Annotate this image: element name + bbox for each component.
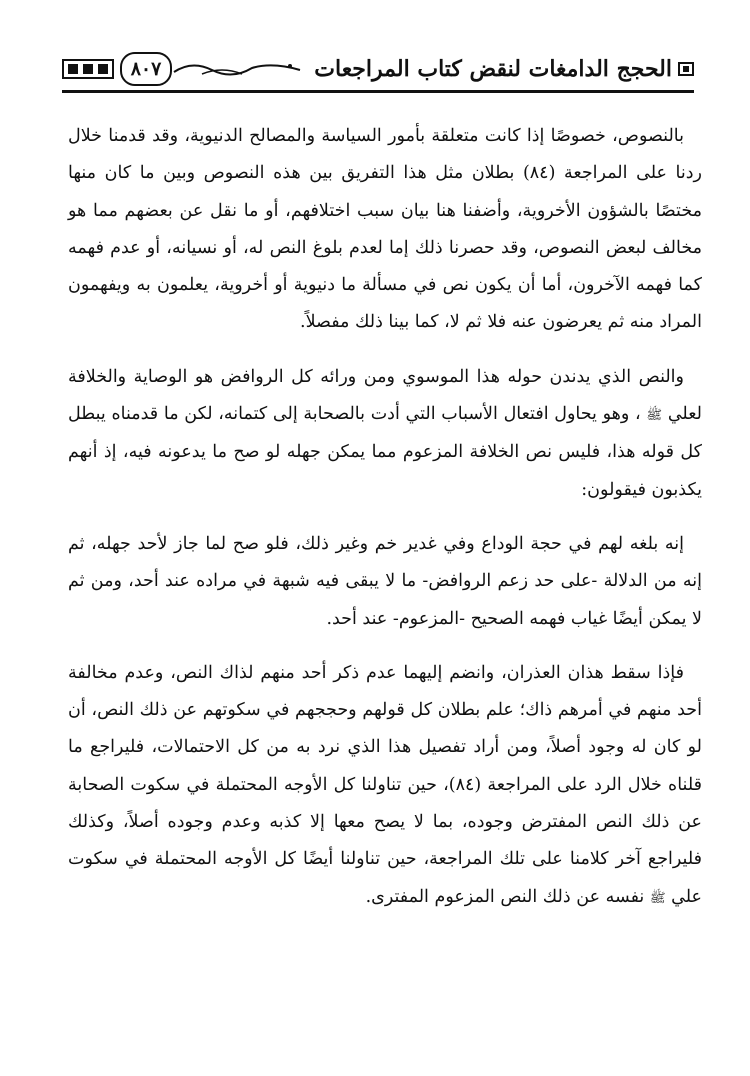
paragraph: إنه بلغه لهم في حجة الوداع وفي غدير خم وغير ذلك، فلو صح لما جاز لأحد جهله، ثم إنه من الدلالة -على حد زعم الروافض- ما لا يبقى فيه شبهة في مراده عند أحد، ومن ثم لا يمكن أيضًا غياب فهمه الصحيح -المزعوم- عند أحد.	[68, 533, 702, 629]
honorific-symbol: ﷺ	[649, 890, 666, 906]
flourish-ornament-icon	[172, 56, 302, 80]
page-title: الحجج الدامغات لنقض كتاب المراجعات	[314, 56, 672, 82]
paragraph: بالنصوص، خصوصًا إذا كانت متعلقة بأمور السياسة والمصالح الدنيوية، وقد قدمنا خلال ردنا على المراجعة (٨٤) بطلان مثل هذا التفريق بين هذه النصوص وبين ما كان منها مختصًا بالشؤون الأخروية، وأضفنا هنا بيان سبب اختلافهم، أو ما نقل عن بعضهم مما هو مخالف لبعض النصوص، وقد حصرنا ذلك إما لعدم بلوغ النص له، أو نسيانه، أو عدم فهمه كما فهمه الآخرون، أما أن يكون نص في مسألة ما دنيوية أو أخروية، يعلمون به ويفهمون المراد منه ثم يعرضون عنه فلا ثم لا، كما بينا ذلك مفصلاً.	[68, 126, 703, 333]
paragraph-text: علي	[671, 886, 702, 907]
paragraph	[68, 655, 702, 917]
main-text	[68, 118, 702, 934]
paragraph-text: والنص الذي يدندن حوله هذا الموسوي ومن ورائه كل الروافض هو الوصاية والخلافة لعلي	[68, 366, 702, 425]
paragraph-text: ، وهو يحاول افتعال الأسباب التي أدت بالصحابة إلى كتمانه، لكن ما قدمناه يبطل كل قوله هذا، فليس نص الخلافة المزعوم مما يمكن جهله لو صح ما يدعونه فيه، إذ أنهم يكذبون فيقولون:	[68, 404, 702, 500]
honorific-symbol: ﷺ	[646, 408, 663, 424]
header-divider	[62, 90, 694, 93]
ornament-icon	[62, 58, 114, 80]
page-number: ٨٠٧	[120, 52, 172, 86]
ornament-icon	[678, 62, 694, 76]
paragraph-text: فإذا سقط هذان العذران، وانضم إليهما عدم ذكر أحد منهم لذاك النص، وعدم مخالفة أحد منهم في أمرهم ذاك؛ علم بطلان كل قولهم وحججهم في سكوتهم عن ذلك النص، أن لو كان له وجود أصلاً، ومن أراد تفصيل هذا الذي نرد به من كل الاحتمالات، فليراجع ما قلناه خلال الرد على المراجعة (٨٤)، حين تناولنا كل الأوجه المحتملة في سكوت الصحابة عن ذلك النص المفترض وجوده، بما لا يصح معها إلا كذبه وعدم وجوده أصلاً، وكذلك فليراجع آخر كلامنا على تلك المراجعة، حين تناولنا أيضًا كل الأوجه المحتملة في سكوت	[68, 662, 702, 870]
paragraph-text: نفسه عن ذلك النص المزعوم المفترى.	[365, 886, 645, 907]
running-header	[62, 50, 694, 94]
paragraph	[68, 359, 702, 509]
